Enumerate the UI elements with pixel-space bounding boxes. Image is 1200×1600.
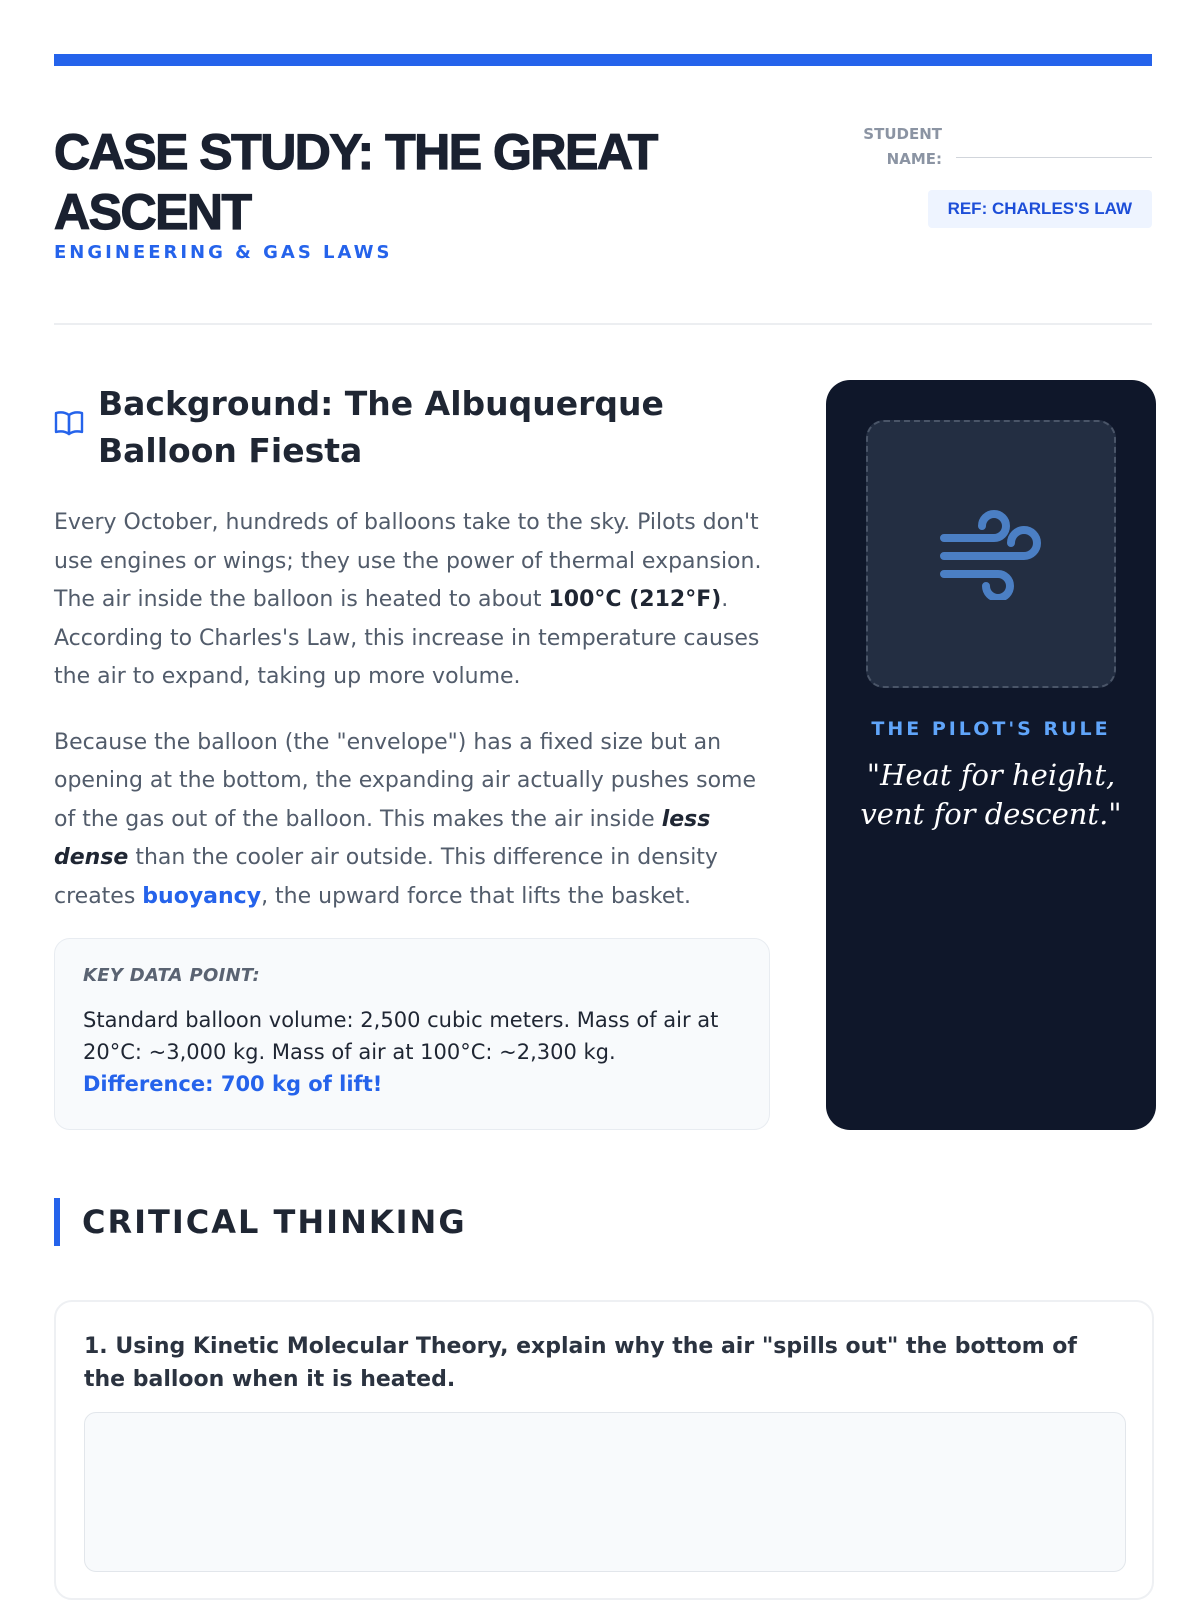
header-divider xyxy=(54,323,1152,325)
background-heading-text: Background: The Albuquerque Balloon Fiesta xyxy=(98,384,664,470)
critical-thinking-heading: CRITICAL THINKING xyxy=(54,1198,467,1246)
paragraph-text: , the upward force that lifts the basket. xyxy=(261,883,691,909)
question-text: 1. Using Kinetic Molecular Theory, explain why the air "spills out" the bottom of the balloon when it is heated. xyxy=(84,1334,1077,1392)
image-placeholder xyxy=(866,420,1116,688)
page-title: CASE STUDY: THE GREAT ASCENT xyxy=(54,124,657,240)
answer-input[interactable] xyxy=(84,1412,1126,1572)
background-section xyxy=(54,380,770,916)
temperature-value: 100°C (212°F) xyxy=(548,587,722,612)
page-header xyxy=(54,122,1152,272)
top-accent-bar xyxy=(54,54,1152,66)
paragraph-text: . According to Charles's Law, this increase in temperature causes the air to expand, taking up more volume. xyxy=(54,587,760,689)
background-heading xyxy=(54,380,770,474)
student-name-field xyxy=(832,122,1152,172)
pilot-rule-quote: "Heat for height, vent for descent." xyxy=(860,758,1122,831)
key-data-label: KEY DATA POINT: xyxy=(83,965,261,986)
paragraph-text: than the cooler air outside. This difference in density creates xyxy=(54,845,718,909)
pilot-rule-label: THE PILOT'S RULE xyxy=(871,718,1111,740)
wind-icon xyxy=(938,510,1048,600)
key-data-text xyxy=(83,1004,741,1100)
buoyancy-term: buoyancy xyxy=(142,883,262,909)
background-paragraph-1 xyxy=(54,504,770,697)
key-data-values: Standard balloon volume: 2,500 cubic meters. Mass of air at 20°C: ~3,000 kg. Mass of air at 100°C: ~2,300 kg. xyxy=(83,1008,719,1064)
reference-badge: REF: CHARLES'S LAW xyxy=(928,190,1152,228)
book-open-icon xyxy=(54,410,84,436)
key-data-highlight: Difference: 700 kg of lift! xyxy=(83,1072,383,1096)
background-paragraph-2 xyxy=(54,724,770,917)
less-dense-emphasis: less dense xyxy=(54,806,711,870)
paragraph-text: Every October, hundreds of balloons take to the sky. Pilots don't use engines or wings; they use the power of thermal expansion. The air inside the balloon is heated to about xyxy=(54,510,762,612)
student-name-label: STUDENT NAME: xyxy=(863,125,942,168)
page-subtitle: ENGINEERING & GAS LAWS xyxy=(54,242,393,263)
question-card-1 xyxy=(54,1300,1154,1600)
pilot-rule-card xyxy=(826,380,1156,1130)
paragraph-text: Because the balloon (the "envelope") has a fixed size but an opening at the bottom, the expanding air actually pushes some of the gas out of the balloon. This makes the air inside xyxy=(54,729,756,832)
student-name-line[interactable] xyxy=(956,157,1152,158)
key-data-box xyxy=(54,938,770,1130)
